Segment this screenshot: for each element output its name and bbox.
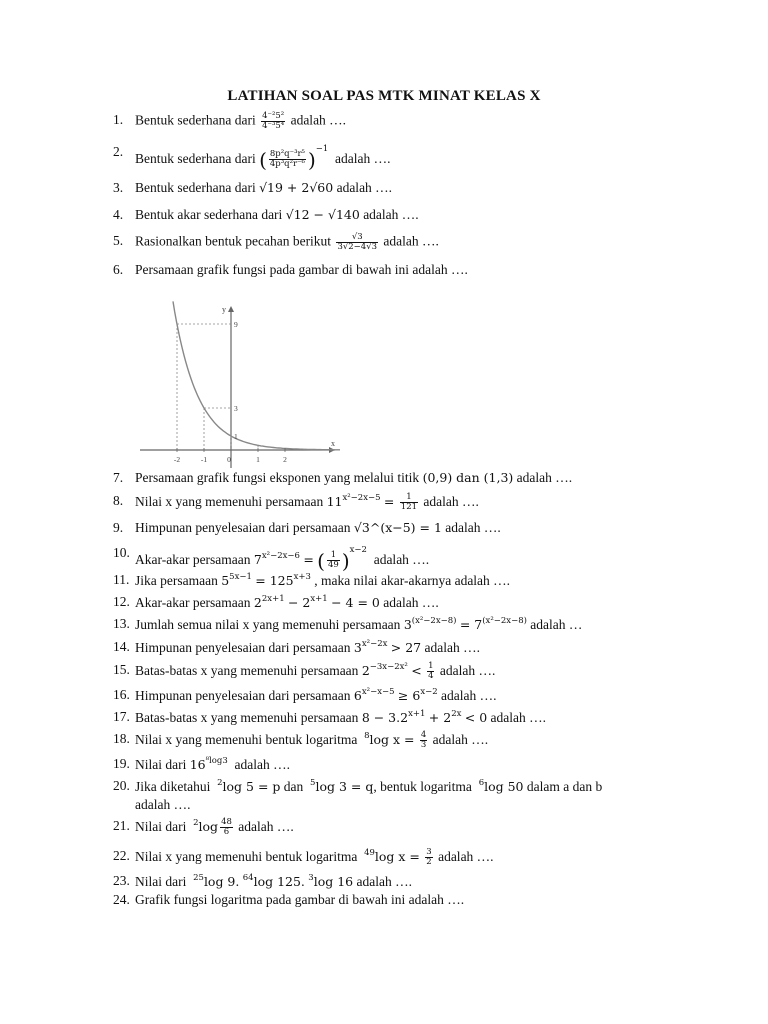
question-text: Jika persamaan	[135, 573, 218, 588]
log-base: 2	[217, 778, 223, 788]
x-tick-label: 2	[283, 455, 287, 464]
fraction: $\frac{3}{2}$	[426, 847, 432, 868]
question-number: 22.	[113, 848, 130, 863]
exponent: x²−2x−6	[261, 551, 300, 561]
question-number: 1.	[113, 112, 124, 127]
x-tick-label: -2	[173, 455, 181, 464]
question-number: 11.	[113, 572, 130, 587]
question-text: Rasionalkan bentuk pecahan berikut	[135, 233, 332, 249]
question-text: Batas-batas x yang memenuhi persamaan	[135, 710, 359, 725]
fraction: $\frac{1}{4}$	[428, 661, 434, 682]
question-number: 21.	[113, 818, 130, 833]
log-base: 8	[364, 731, 370, 741]
question-number: 24.	[113, 892, 130, 907]
exponent: x²−x−5	[361, 687, 395, 697]
x-tick-label: 1	[256, 455, 260, 464]
question-text: Nilai dari	[135, 757, 187, 772]
fraction: $\frac{4}{3}$	[420, 730, 427, 751]
exponent: 2x+1	[261, 594, 285, 604]
log-base: 3	[308, 873, 314, 883]
y-tick-label: 9	[234, 320, 238, 329]
math-expression: (0,9) dan (1,3)	[422, 470, 514, 485]
y-axis-arrow	[228, 306, 234, 312]
log-base: 5	[310, 778, 316, 788]
question-text: Jika diketahui	[135, 779, 211, 794]
exponent: x²−2x	[361, 639, 388, 649]
question-text: Nilai x yang memenuhi bentuk logaritma	[135, 849, 358, 864]
question-number: 19.	[113, 756, 130, 771]
question-number: 23.	[113, 873, 130, 888]
question-number: 4.	[113, 207, 124, 222]
log-base: 25	[193, 873, 204, 883]
fraction: $\frac{\text{4⁻²5²}}{\text{4⁻³5⁴}}$	[262, 111, 285, 131]
exponent: x+1	[310, 594, 328, 604]
question-number: 12.	[113, 594, 130, 609]
exponent: x²−2x−5	[342, 493, 381, 503]
exponential-graph	[140, 300, 340, 470]
exponent: (x²−2x−8)	[411, 616, 457, 626]
question-number: 8.	[113, 493, 124, 508]
question-text: Nilai x yang memenuhi bentuk logaritma	[135, 732, 358, 747]
question-text: Nilai x yang memenuhi persamaan	[135, 494, 324, 509]
question-text: Persamaan grafik fungsi pada gambar di bawah ini adalah ….	[135, 262, 468, 277]
x-axis-label: x	[331, 439, 335, 448]
exponent: −1	[315, 144, 329, 154]
y-axis-label: y	[222, 305, 226, 314]
exponent: x−2	[420, 687, 438, 697]
question-text: Persamaan grafik fungsi eksponen yang melalui titik	[135, 470, 420, 485]
exponent: ⁸log3	[205, 756, 228, 766]
y-tick-label: 3	[234, 404, 238, 413]
question-text: Bentuk akar sederhana dari	[135, 207, 283, 222]
x-tick-label: 0	[227, 455, 231, 464]
question-text: Akar-akar persamaan	[135, 552, 251, 567]
question-number: 9.	[113, 520, 124, 535]
page-title: LATIHAN SOAL PAS MTK MINAT KELAS X	[227, 88, 541, 104]
question-number: 2.	[113, 144, 124, 159]
question-number: 18.	[113, 731, 130, 746]
y-tick-label: 1	[234, 432, 238, 441]
exponent: (x²−2x−8)	[482, 616, 527, 626]
log-base: 2	[193, 818, 199, 828]
log-base: 49	[364, 848, 375, 858]
question-text: Batas-batas x yang memenuhi persamaan	[135, 663, 359, 678]
math-expression: √19 + 2√60	[259, 180, 334, 195]
fraction: $\frac{√3}{3√2-4√3}$	[337, 232, 378, 252]
question-number: 15.	[113, 662, 130, 677]
question-number: 5.	[113, 233, 124, 248]
log-base: 6	[478, 778, 485, 788]
question-number: 7.	[113, 470, 124, 485]
math-expression: √3^(x−5) = 1	[353, 520, 442, 535]
question-text: Nilai dari	[135, 819, 187, 834]
question-number: 3.	[113, 180, 124, 195]
question-text: Akar-akar persamaan	[135, 595, 251, 610]
exponent: x+3	[293, 572, 311, 582]
log-base: 64	[242, 873, 254, 883]
exponent: 2x	[451, 709, 462, 719]
question-number: 10.	[113, 545, 130, 560]
exponent: 5x−1	[229, 572, 252, 582]
question-text: Bentuk sederhana dari	[135, 180, 256, 195]
question-number: 20.	[113, 778, 130, 793]
question-number: 16.	[113, 687, 130, 702]
question-text: Grafik fungsi logaritma pada gambar di bawah ini adalah ….	[135, 892, 465, 907]
fraction: $\frac{1}{121}$	[400, 492, 418, 513]
question-number: 17.	[113, 709, 130, 724]
question-text: Bentuk sederhana dari	[135, 112, 256, 128]
question-text: Himpunan penyelesaian dari persamaan	[135, 520, 351, 535]
x-tick-label: -1	[200, 455, 208, 464]
question-text: Himpunan penyelesaian dari persamaan	[135, 640, 351, 655]
question-number: 6.	[113, 262, 124, 277]
question-number: 14.	[113, 639, 130, 654]
question-text: Jumlah semua nilai x yang memenuhi persamaan	[135, 617, 401, 632]
exponent: x−2	[349, 545, 367, 555]
question-text: Himpunan penyelesaian dari persamaan	[135, 688, 351, 703]
fraction: $\frac{\text{8p²q⁻³r⁵}}{\text{4p³q²r⁻⁶}}$	[269, 149, 305, 170]
exponent: −3x−2x²	[369, 662, 408, 672]
math-expression: √12 − √140	[285, 207, 360, 222]
fraction: $\frac{48}{6}$	[221, 817, 232, 838]
exponent: x+1	[408, 709, 426, 719]
question-text: Nilai dari	[135, 874, 187, 889]
question-text: Bentuk sederhana dari	[135, 151, 256, 166]
question-number: 13.	[113, 616, 130, 631]
fraction: $\frac{1}{49}$	[327, 550, 339, 571]
